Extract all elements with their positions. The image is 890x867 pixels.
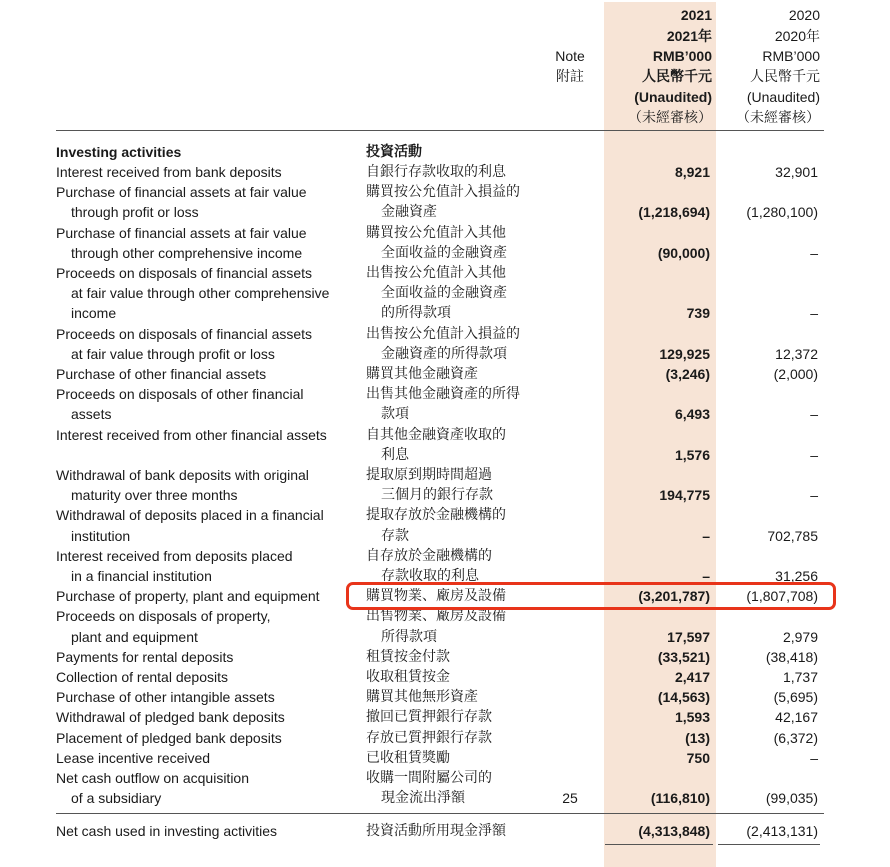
row-label-en-line: income [71,305,117,322]
header-2021-audit-zh: （未經審核） [628,109,712,126]
row-label-en [56,425,356,445]
row-label-en [56,748,356,768]
row-label-en-line: Withdrawal of pledged bank deposits [56,709,285,726]
row-value-2020: 42,167 [775,709,818,726]
row-value-2020: (99,035) [765,790,818,807]
row-value-2020: 2,979 [782,628,818,645]
row-value-2021: 739 [686,305,710,322]
row-value-2020: 31,256 [775,567,818,584]
row-label-zh [366,647,596,667]
header-2020-year-zh: 2020年 [774,27,820,44]
section-title-en: Investing activities [56,144,182,160]
row-value-2021: 1,576 [674,446,710,463]
row-label-en-line: through profit or loss [71,204,199,221]
row-label-zh-line: 自其他金融資產收取的 [366,426,506,443]
row-label-en-line: Proceeds on disposals of financial assets [56,265,313,281]
row-label-en-line: institution [71,527,131,544]
row-value-2020: (6,372) [773,729,818,746]
row-label-zh [366,546,596,586]
row-label-en [56,263,356,324]
row-label-en-line: Purchase of property, plant and equipment [56,588,320,605]
total-top-rule [56,813,824,814]
row-label-en-line: Interest received from deposits placed [56,547,293,564]
row-label-zh-line: 款項 [381,406,409,423]
row-value-2020: 702,785 [767,527,818,544]
row-label-en-line: assets [71,406,112,423]
row-label-zh [366,384,596,424]
row-label-zh-line: 自存放於金融機構的 [366,547,492,564]
row-label-en [56,324,356,364]
row-value-2021: 17,597 [667,628,710,645]
row-label-zh-line: 購買按公允值計入損益的 [366,184,520,201]
row-label-en-line: at fair value through other comprehensive [71,285,330,302]
row-label-zh-line: 購買其他無形資產 [366,689,478,706]
row-label-zh-line: 出售按公允值計入損益的 [366,325,520,342]
row-label-en-line: plant and equipment [71,628,198,645]
row-label-en-line: Withdrawal of deposits placed in a financial [56,507,324,524]
row-label-zh-line: 金融資產 [381,204,437,221]
row-label-zh [366,687,596,707]
row-value-2021: (13) [685,729,710,746]
row-label-en-line: Net cash outflow on acquisition [56,770,249,786]
highlight-box [346,582,836,610]
row-label-zh-line: 購買物業、廠房及設備 [366,588,506,605]
header-2021-year: 2021 [680,7,712,23]
row-label-zh-line: 自銀行存款收取的利息 [366,164,506,180]
row-label-en [56,586,356,606]
row-label-zh-line: 的所得款項 [381,305,451,322]
row-label-zh-line: 出售物業、廠房及設備 [366,608,506,625]
header-2021-year-zh: 2021年 [666,27,712,44]
row-label-en-line: Proceeds on disposals of property, [56,608,271,625]
total-underline-2020 [718,844,820,845]
row-value-2020: (38,418) [765,648,818,665]
row-label-zh [366,606,596,646]
row-label-en-line: Interest received from other financial assets [56,426,327,443]
total-value-2020: (2,413,131) [746,823,818,839]
total-label-en: Net cash used in investing activities [56,823,277,839]
row-label-en [56,465,356,505]
row-value-2021: (14,563) [657,689,710,706]
row-label-en [56,223,356,263]
row-value-2021: 8,921 [674,164,710,180]
row-value-2020: (2,000) [773,366,818,382]
row-label-zh-line: 金融資產的所得款項 [381,345,507,362]
row-label-zh [366,263,596,324]
row-label-en-line: Purchase of financial assets at fair value [56,184,307,201]
row-label-zh-line: 全面收益的金融資產 [381,285,507,302]
row-label-zh-line: 存款收取的利息 [381,568,479,584]
row-label-zh [366,707,596,727]
row-label-en [56,384,356,424]
row-label-zh-line: 出售其他金融資產的所得 [366,386,520,403]
row-label-zh [366,748,596,768]
row-label-en [56,687,356,707]
row-label-en [56,606,356,646]
row-label-en-line: at fair value through profit or loss [71,345,275,362]
row-label-en-line: Purchase of other financial assets [56,366,267,382]
row-value-2020: – [810,487,818,504]
row-value-2021: – [702,527,710,544]
row-label-en [56,546,356,586]
total-value-2021: (4,313,848) [638,823,710,839]
row-label-zh [366,465,596,505]
row-label-en-line: Purchase of other intangible assets [56,689,275,706]
row-value-2021: (3,201,787) [638,588,710,605]
row-label-en-line: Interest received from bank deposits [56,164,282,180]
row-value-2020: – [810,244,818,261]
row-label-zh-line: 購買其他金融資產 [366,366,478,382]
row-label-en [56,162,356,182]
header-2021 [604,5,712,128]
row-value-2020: 12,372 [775,345,818,362]
row-label-zh-line: 提取原到期時間超過 [366,467,492,483]
row-label-zh [366,324,596,364]
row-label-en-line: Collection of rental deposits [56,669,228,685]
row-label-zh-line: 收購一間附屬公司的 [366,770,492,786]
total-underline-2021 [605,844,713,845]
row-value-2020: (1,280,100) [746,204,818,221]
row-label-zh [366,425,596,465]
header-2020-year: 2020 [788,7,820,23]
header-2020-unit: RMB’000 [762,48,820,64]
row-note: 25 [562,790,578,807]
row-label-en [56,768,356,808]
row-value-2021: 750 [686,749,710,766]
header-2020 [716,5,820,128]
header-2021-audit: (Unaudited) [634,89,712,105]
row-label-zh-line: 已收租賃獎勵 [366,749,450,766]
note-header [545,46,595,87]
header-2020-unit-zh: 人民幣千元 [750,68,820,85]
row-label-en-line: Placement of pledged bank deposits [56,729,282,746]
row-value-2021: (1,218,694) [638,204,710,221]
row-value-2021: (116,810) [650,790,710,807]
header-2021-unit-zh: 人民幣千元 [642,68,712,85]
row-label-en-line: through other comprehensive income [71,244,303,261]
section-title-zh: 投資活動 [366,144,422,160]
row-label-zh [366,505,596,545]
row-label-zh-line: 出售按公允值計入其他 [366,265,506,281]
row-label-en [56,182,356,222]
header-2021-unit: RMB’000 [652,48,712,64]
row-label-zh [366,364,596,384]
row-label-zh-line: 三個月的銀行存款 [381,487,493,504]
row-value-2020: – [810,749,818,766]
row-label-zh-line: 提取存放於金融機構的 [366,507,506,524]
row-value-2021: 1,593 [674,709,710,726]
row-value-2021: (3,246) [665,366,710,382]
row-value-2021: (33,521) [657,648,710,665]
row-label-zh-line: 所得款項 [381,628,437,645]
row-label-zh-line: 撤回已質押銀行存款 [366,709,492,726]
row-label-zh-line: 收取租賃按金 [366,669,450,685]
row-value-2020: – [810,305,818,322]
row-label-en-line: Proceeds on disposals of other financial [56,386,304,403]
row-label-zh [366,223,596,263]
row-label-en-line: Purchase of financial assets at fair value [56,224,307,241]
row-label-en [56,728,356,748]
row-label-zh-line: 全面收益的金融資產 [381,244,507,261]
note-header-zh: 附註 [556,68,584,85]
row-label-zh-line: 租賃按金付款 [366,648,450,665]
row-label-en [56,707,356,727]
row-label-en-line: Payments for rental deposits [56,648,234,665]
row-label-en [56,667,356,687]
row-label-en-line: in a financial institution [71,568,212,584]
total-label-zh: 投資活動所用現金淨額 [366,823,506,839]
header-2020-audit-zh: （未經審核） [736,109,820,126]
row-value-2020: 32,901 [775,164,818,180]
row-label-en [56,505,356,545]
row-value-2020: – [810,406,818,423]
row-value-2021: 129,925 [659,345,710,362]
row-value-2021: (90,000) [657,244,710,261]
row-label-zh-line: 存放已質押銀行存款 [366,729,492,746]
note-header-en: Note [555,48,585,64]
row-label-en [56,364,356,384]
header-rule [56,130,824,131]
row-label-zh [366,182,596,222]
row-label-zh [366,667,596,687]
row-value-2020: (5,695) [773,689,818,706]
row-value-2021: 6,493 [674,406,710,423]
row-label-en-line: of a subsidiary [71,790,162,807]
row-label-en-line: maturity over three months [71,487,238,504]
row-value-2020: 1,737 [782,669,818,685]
row-label-zh-line: 存款 [381,527,409,544]
row-value-2021: 2,417 [674,669,710,685]
row-label-zh [366,162,596,182]
row-label-en-line: Lease incentive received [56,749,211,766]
row-value-2021: 194,775 [659,487,710,504]
row-value-2020: (1,807,708) [746,588,818,605]
row-label-zh-line: 現金流出淨額 [381,790,465,807]
row-value-2021: – [702,567,710,584]
row-label-en-line: Withdrawal of bank deposits with original [56,467,309,483]
row-value-2020: – [810,446,818,463]
row-label-en-line: Proceeds on disposals of financial assets [56,325,313,342]
header-2020-audit: (Unaudited) [746,89,820,105]
row-label-en [56,647,356,667]
row-label-zh-line: 購買按公允值計入其他 [366,224,506,241]
row-label-zh [366,728,596,748]
row-label-zh-line: 利息 [381,446,409,463]
